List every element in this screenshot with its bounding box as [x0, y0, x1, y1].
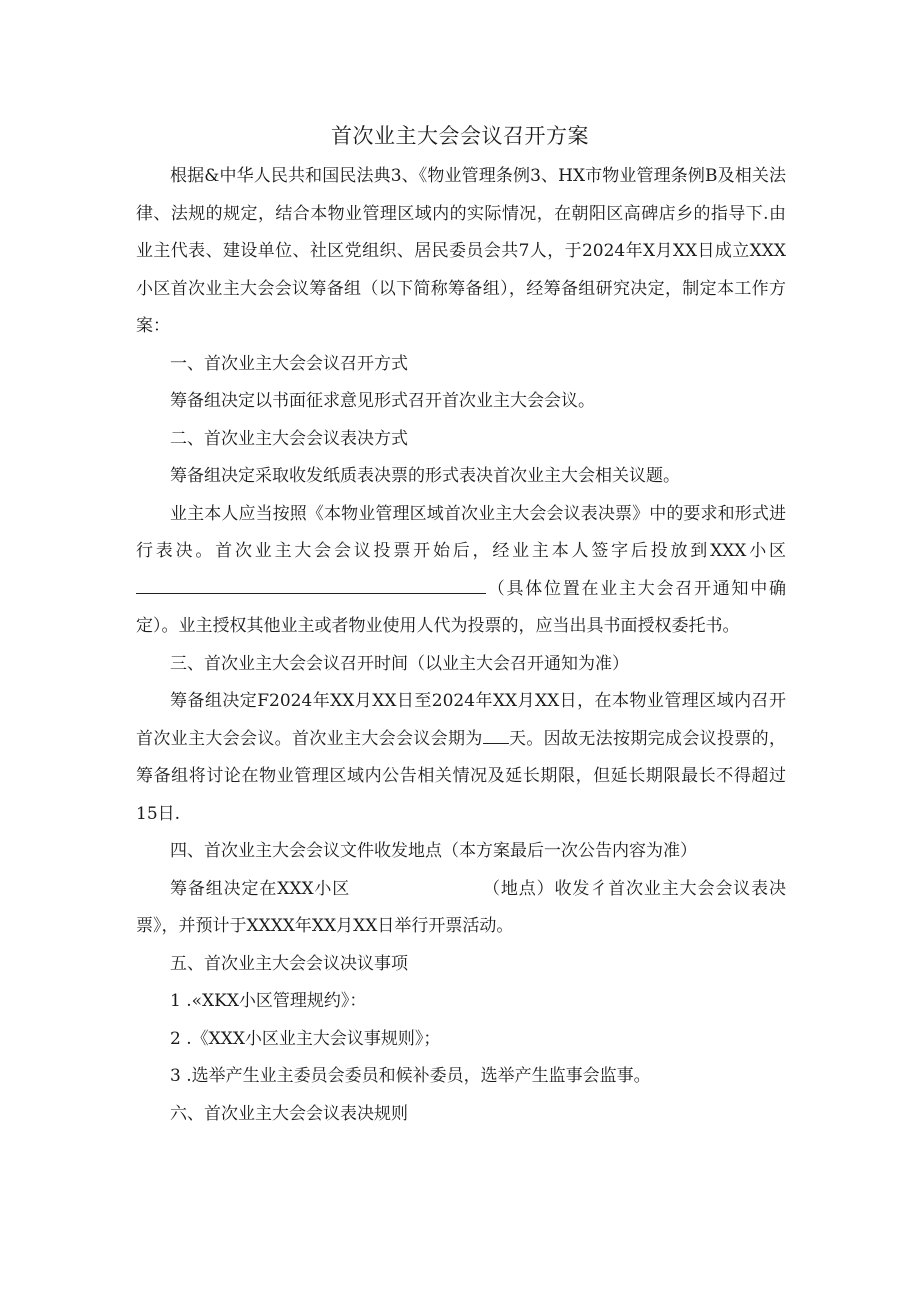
- section-5-heading: 五、首次业主大会会议决议事项: [170, 953, 408, 974]
- section-3-text-b: 天。因故无法按期完成会议投票的，筹备组将讨论在物业管理区域内公告相关情况及延长期限，但延长期限最长不得超过15日.: [136, 728, 787, 824]
- section-5-item-1: 1 .«XKX小区管理规约》：: [170, 991, 367, 1011]
- section-1-text: 筹备组决定以书面征求意见形式召开首次业主大会会议。: [170, 391, 595, 411]
- location-blank-line: [136, 573, 486, 594]
- section-2-text-2b: （具体位置在业主大会召开通知中确定）。业主授权其他业主或者物业使用人代为投票的，应当出具书面授权委托书。: [136, 578, 786, 636]
- section-4-heading: 四、首次业主大会会议文件收发地点（本方案最后一次公告内容为准）: [170, 841, 697, 861]
- section-3-text: [136, 683, 786, 833]
- section-4-text: [136, 871, 786, 946]
- section-4-text-a: 筹备组决定在XXX小区: [170, 878, 351, 899]
- section-1-heading: 一、首次业主大会会议召开方式: [170, 353, 408, 374]
- document-body: [136, 158, 786, 1133]
- section-2-text-2: [136, 496, 786, 646]
- section-5-item-2: 2 .《XXX小区业主大会议事规则》；: [170, 1028, 441, 1049]
- section-2-text-2a: 业主本人应当按照《本物业管理区域首次业主大会会议表决票》中的要求和形式进行表决。首次业主大会会议投票开始后，经业主本人签字后投放到XXX小区: [136, 503, 786, 561]
- days-blank-line: [483, 727, 509, 744]
- section-2-heading: 二、首次业主大会会议表决方式: [170, 428, 408, 449]
- section-3-text-a: 筹备组决定F2024年XX月XX日至2024年XX月XX日，在本物业管理区域内召开首次业主大会会议。首次业主大会会议会期为: [136, 691, 786, 749]
- document-title: 首次业主大会会议召开方案: [331, 124, 589, 148]
- intro-paragraph: 根据&中华人民共和国民法典3、《物业管理条例3、HX市物业管理条例B及相关法律、法规的规定，结合本物业管理区域内的实际情况，在朝阳区高碑店乡的指导下.由业主代表、建设单位、社区党组织、居民委员会共7人，于2024年X月XX日成立XXX小区首次业主大会会议筹备组（以下简称筹备组），经筹备组研究决定，制定本工作方案：: [136, 166, 786, 336]
- section-3-heading: 三、首次业主大会会议召开时间（以业主大会召开通知为准）: [170, 653, 629, 674]
- section-5-item-3: 3 .选举产生业主委员会委员和候补委员，选举产生监事会监事。: [170, 1066, 651, 1086]
- section-6-heading: 六、首次业主大会会议表决规则: [170, 1103, 408, 1124]
- section-4-text-b: （地点）收发彳首次业主大会会议表决票》，并预计于XXXX年XX月XX日举行开票活动。: [136, 878, 787, 936]
- section-2-text-1: 筹备组决定采取收发纸质表决票的形式表决首次业主大会相关议题。: [170, 466, 680, 486]
